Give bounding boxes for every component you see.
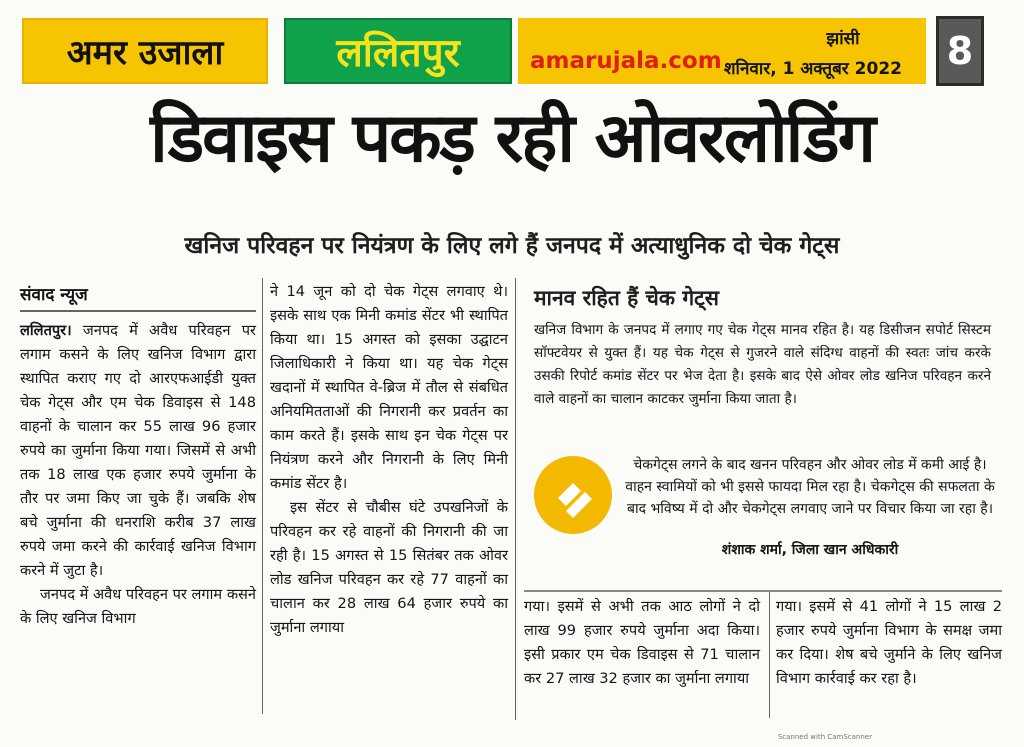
sidebar-text: खनिज विभाग के जनपद में लगाए गए चेक गेट्स मानव रहित है। यह डिसीजन सपोर्ट सिस्टम सॉफ्टवेयर से युक्त हैं। यह चेक गेट्स से गुजरने वाले संदिग्ध वाहनों की स्वतः जांच करके उसकी रिपोर्ट कमांड सेंटर पर भेज देता है। इसके बाद ऐसे ओवर लोड खनिज परिवहन करने वाले वाहनों का चालान काटकर जुर्माना किया जाता है। <box>534 322 991 407</box>
column-divider <box>262 278 263 714</box>
website: amarujala.com <box>530 48 722 74</box>
page-number-text: 8 <box>946 29 974 73</box>
article-paragraph: ने 14 जून को दो चेक गेट्स लगवाए थे। इसके साथ एक मिनी कमांड सेंटर भी स्थापित किया था। 15 अगस्त को इसका उद्घाटन जिलाधिकारी ने किया था। यह चेक गेट्स खदानों में स्थापित वे-ब्रिज में तौल से संबधित अनियमितताओं की निगरानी कर प्रवर्तन का काम करते हैं। इसके साथ इन चेक गेट्स पर नियंत्रण करने और निगरानी के लिए मिनी कमांड सेंटर है। <box>270 283 508 492</box>
article-paragraph: जनपद में अवैध परिवहन पर लगाम कसने के लिए खनिज विभाग द्वारा स्थापित कराए गए दो आरएफआईडी युक्त चेक गेट्स और एम चेक डिवाइस से 148 वाहनों के चालान कर 55 लाख 96 हजार रुपये का जुर्माना किया गया। जिसमें से अभी तक 18 लाख एक हजार रुपये जुर्माना के तौर पर जमा किए जा चुके हैं। जबकि शेष बचे जुर्माना की धनराशि करीब 37 लाख रुपये जमा करने की कार्रवाई खनिज विभाग करने में जुटा है। <box>20 322 257 579</box>
article-paragraph: जनपद में अवैध परिवहन पर लगाम कसने के लिए खनिज विभाग <box>20 586 256 627</box>
page-number <box>936 16 984 86</box>
byline-divider <box>20 310 256 312</box>
city-name: झांसी <box>826 29 860 49</box>
scan-note: Scanned with CamScanner <box>777 733 872 741</box>
quote-text: चेकगेट्स लगने के बाद खनन परिवहन और ओवर लोड में कमी आई है। वाहन स्वामियों को भी इससे फायदा मिल रहा है। चेकगेट्स की सफलता के बाद भविष्य में दो और चेकगेट्स लगवाए जाने पर विचार किया जा रहा है। <box>625 457 995 517</box>
column-divider <box>769 592 770 718</box>
dateline: ललितपुर। <box>20 322 72 339</box>
brand-logo <box>22 18 268 84</box>
sidebar-divider <box>524 590 1002 592</box>
edition-name: ललितपुर <box>336 29 460 76</box>
official-quote <box>534 448 1002 576</box>
headline: डिवाइस पकड़ रही ओवरलोडिंग <box>150 99 874 178</box>
article-paragraph: इस सेंटर से चौबीस घंटे उपखनिजों के परिवहन कर रहे वाहनों की निगरानी की जा रही है। 15 अगस्त से 15 सितंबर तक ओवर लोड खनिज परिवहन कर रहे 77 वाहनों का चालान कर 28 लाख 64 हजार रुपये का जुर्माना लगाया <box>270 499 508 636</box>
logo-mark <box>534 456 612 534</box>
quote-attribution: शंशाक शर्मा, जिला खान अधिकारी <box>721 542 899 558</box>
article-column-4: गया। इसमें से 41 लोगों ने 15 लाख 2 हजार रुपये जुर्माना विभाग के समक्ष जमा कर दिया। शेष बचे जुर्माने के लिए खनिज विभाग कार्रवाई कर रहा है। <box>776 598 1002 687</box>
issue-date: शनिवार, 1 अक्तूबर 2022 <box>723 59 902 79</box>
column-divider <box>515 278 516 720</box>
sidebar-title: मानव रहित हैं चेक गेट्स <box>534 286 719 310</box>
article-column-2 <box>270 280 508 640</box>
masthead-info-strip <box>518 18 926 84</box>
amar-ujala-quote-logo-icon <box>534 456 612 534</box>
subheadline: खनिज परिवहन पर नियंत्रण के लिए लगे हैं जनपद में अत्याधुनिक दो चेक गेट्स <box>184 233 840 259</box>
article-column-1 <box>20 319 256 631</box>
masthead <box>22 16 984 86</box>
byline: संवाद न्यूज <box>20 285 88 305</box>
edition-tag <box>284 18 512 84</box>
brand-name: अमर उजाला <box>66 33 224 73</box>
article-column-3: गया। इसमें से अभी तक आठ लोगों ने दो लाख 99 हजार रुपये जुर्माना अदा किया। इसी प्रकार एम चेक डिवाइस से 71 चालान कर 27 लाख 32 हजार का जुर्माना लगाया <box>524 598 760 687</box>
